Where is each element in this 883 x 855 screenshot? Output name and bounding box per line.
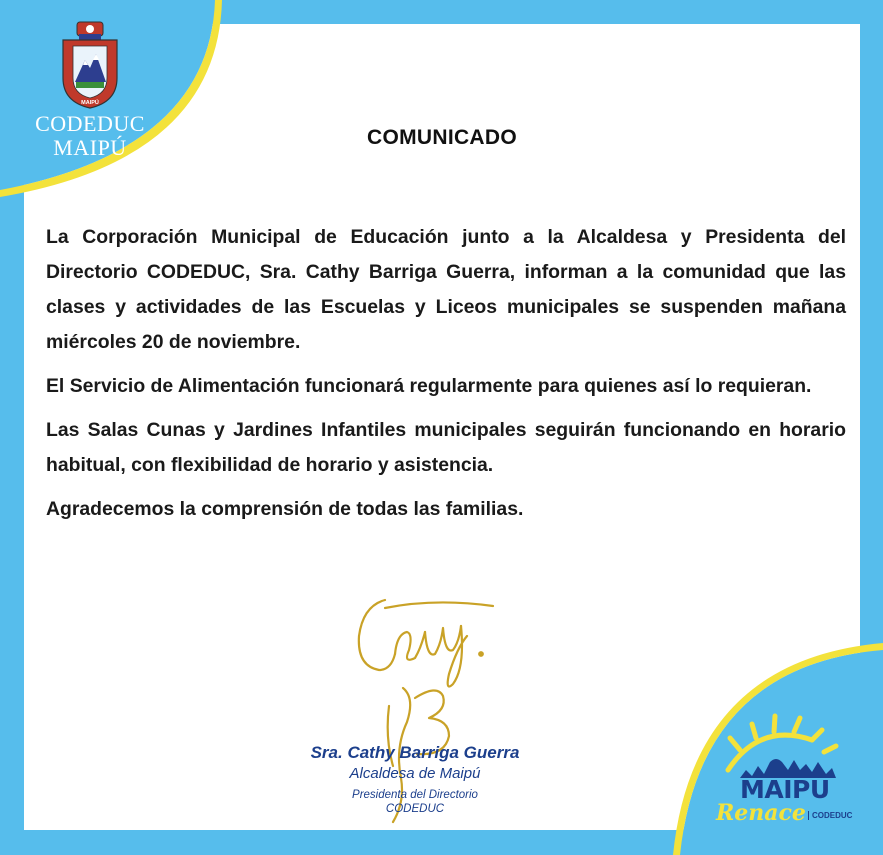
paragraph-2: El Servicio de Alimentación funcionará regularmente para quienes así lo requieran. (46, 375, 812, 397)
paragraph-1: La Corporación Municipal de Educación junto a la Alcaldesa y Presidenta del Directorio CODEDUC, Sra. Cathy Barriga Guerra, informan a la comunidad que las clases y actividades de las Escuelas y Liceos municipales se suspenden mañana miércoles 20 de noviembre. (46, 226, 846, 353)
codeduc-logo-line2: MAIPÚ (53, 135, 127, 160)
coat-of-arms-icon (59, 20, 121, 110)
signer-role-3: CODEDUC (385, 803, 445, 815)
codeduc-logo-tag: CODEDUC (808, 811, 852, 820)
codeduc-logo-line1: CODEDUC (35, 111, 145, 136)
paragraph-4: Agradecemos la comprensión de todas las familias. (46, 498, 524, 520)
renace-logo-word: Renace (716, 800, 806, 826)
announcement-body (46, 220, 846, 536)
signer-role: Alcaldesa de Maipú (349, 765, 481, 782)
page-title: COMUNICADO (367, 126, 517, 149)
paragraph-3: Las Salas Cunas y Jardines Infantiles municipales seguirán funcionando en horario habitual, con flexibilidad de horario y asistencia. (46, 419, 846, 476)
maipu-logo-word: MAIPÚ (740, 775, 830, 804)
svg-text:MAIPÚ: MAIPÚ (81, 100, 99, 106)
signer-block (300, 742, 530, 816)
signer-role-2: Presidenta del Directorio (352, 789, 478, 801)
maipu-renace-logo (700, 700, 860, 840)
signer-name: Sra. Cathy Barriga Guerra (310, 743, 520, 762)
